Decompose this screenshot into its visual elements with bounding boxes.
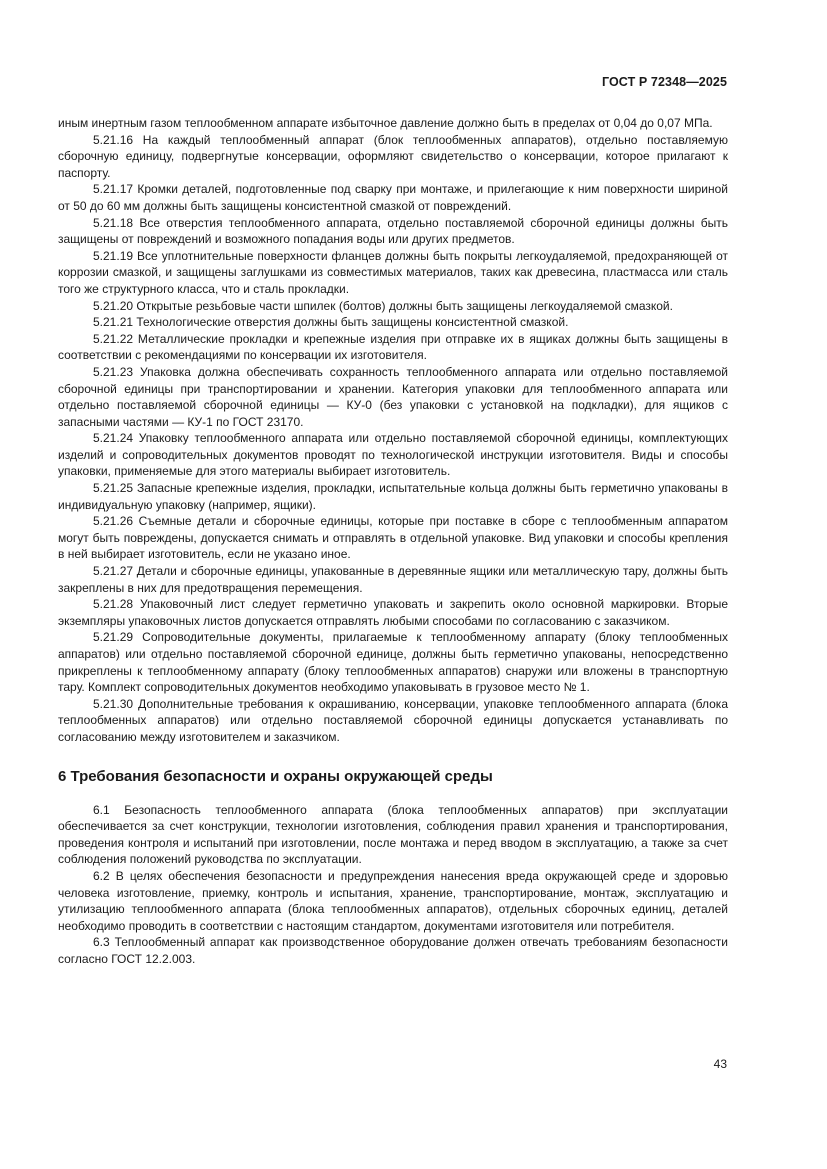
paragraph-5-21-18: 5.21.18 Все отверстия теплообменного аппарата, отдельно поставляемой сборочной единицы должны быть защищены от повреждений и возможного попадания воды или других предметов. [58, 215, 728, 247]
paragraph-5-21-28: 5.21.28 Упаковочный лист следует герметично упаковать и закрепить около основной маркировки. Вторые экземпляры упаковочных листов допускается отправлять любыми способами по согласованию с заказчиком. [58, 597, 728, 628]
paragraph-5-21-27: 5.21.27 Детали и сборочные единицы, упакованные в деревянные ящики или металлическую тару, должны быть закреплены в них для предотвращения перемещения. [58, 564, 728, 595]
document-code: ГОСТ Р 72348—2025 [601, 75, 727, 89]
document-body [58, 115, 728, 968]
paragraph-5-21-25: 5.21.25 Запасные крепежные изделия, прокладки, испытательные кольца должны быть герметично упакованы в индивидуальную упаковку (например, ящики). [58, 481, 728, 512]
paragraph-5-21-22: 5.21.22 Металлические прокладки и крепежные изделия при отправке их в ящиках должны быть защищены в соответствии с рекомендациями по консервации их изготовителя. [58, 331, 728, 363]
paragraph-5-21-20: 5.21.20 Открытые резьбовые части шпилек (болтов) должны быть защищены легкоудаляемой смазкой. [93, 298, 673, 313]
paragraph-5-21-24: 5.21.24 Упаковку теплообменного аппарата или отдельно поставляемой сборочной единицы, комплектующих изделий и сопроводительных документов проводят по технологической инструкции изготовителя. Виды и способы упаковки, применяемые для этого материалы выбирает изготовитель. [58, 431, 728, 479]
paragraph-5-21-26: 5.21.26 Съемные детали и сборочные единицы, которые при поставке в сборе с теплообменным аппаратом могут быть повреждены, допускается снимать и отправлять в отдельной упаковке. Вид упаковки и способы крепления в ней выбирает изготовитель, если не указано иное. [58, 514, 728, 562]
paragraph-5-21-16: 5.21.16 На каждый теплообменный аппарат (блок теплообменных аппаратов), отдельно поставляемую сборочную единицу, подвергнутые консервации, оформляют свидетельство о консервации, которое прилагают к паспорту. [58, 132, 728, 180]
section-6-title: 6 Требования безопасности и охраны окружающей среды [58, 767, 493, 785]
paragraph-6-1: 6.1 Безопасность теплообменного аппарата (блока теплообменных аппаратов) при эксплуатации обеспечивается за счет конструкции, технологии изготовления, соблюдения правил хранения и транспортирования, проведения контроля и испытаний при изготовлении, после монтажа и перед вводом в эксплуатацию, а также за счет соблюдения положений руководства по эксплуатации. [58, 802, 728, 867]
page-number: 43 [713, 1057, 727, 1071]
paragraph-6-3: 6.3 Теплообменный аппарат как производственное оборудование должен отвечать требованиям безопасности согласно ГОСТ 12.2.003. [58, 935, 728, 966]
paragraph-5-21-21: 5.21.21 Технологические отверстия должны быть защищены консистентной смазкой. [93, 315, 569, 330]
paragraph-continuation: иным инертным газом теплообменном аппарате избыточное давление должно быть в пределах от 0,04 до 0,07 МПа. [58, 116, 713, 130]
paragraph-5-21-17: 5.21.17 Кромки деталей, подготовленные под сварку при монтаже, и прилегающие к ним поверхности шириной от 50 до 60 мм должны быть защищены консистентной смазкой от повреждений. [58, 182, 728, 213]
paragraph-5-21-29: 5.21.29 Сопроводительные документы, прилагаемые к теплообменному аппарату (блоку теплообменных аппаратов) или отдельно поставляемой сборочной единице, должны быть герметично упакованы, непосредственно прикреплены к теплообменному аппарату (блоку теплообменных аппаратов) снаружи или вложены в транспортную тару. Комплект сопроводительных документов необходимо упаковывать в грузовое место № 1. [58, 630, 728, 695]
paragraph-5-21-19: 5.21.19 Все уплотнительные поверхности фланцев должны быть покрыты легкоудаляемой, предохраняющей от коррозии смазкой, и защищены заглушками из совместимых материалов, таких как древесина, пластмасса или сталь того же структурного класса, что и сталь прокладки. [58, 248, 728, 296]
paragraph-5-21-30: 5.21.30 Дополнительные требования к окрашиванию, консервации, упаковке теплообменного аппарата (блока теплообменных аппаратов) или отдельно поставляемой сборочной единицы допускается устанавливать по согласованию между изготовителем и заказчиком. [58, 696, 728, 744]
paragraph-5-21-23: 5.21.23 Упаковка должна обеспечивать сохранность теплообменного аппарата или отдельно поставляемой сборочной единицы при транспортировании и хранении. Категория упаковки для теплообменного аппарата или отдельно поставляемой сборочной единицы — КУ-0 (без упаковки с установкой на подкладки), для ящиков с запасными частями — КУ-1 по ГОСТ 23170. [58, 364, 728, 429]
paragraph-6-2: 6.2 В целях обеспечения безопасности и предупреждения нанесения вреда окружающей среде и здоровью человека изготовление, приемку, контроль и испытания, хранение, транспортирование, монтаж, эксплуатацию и утилизацию теплообменного аппарата (блока теплообменных аппаратов), отдельных сборочных единиц, деталей необходимо проводить в соответствии с настоящим стандартом, документами изготовителя или потребителя. [58, 868, 728, 933]
